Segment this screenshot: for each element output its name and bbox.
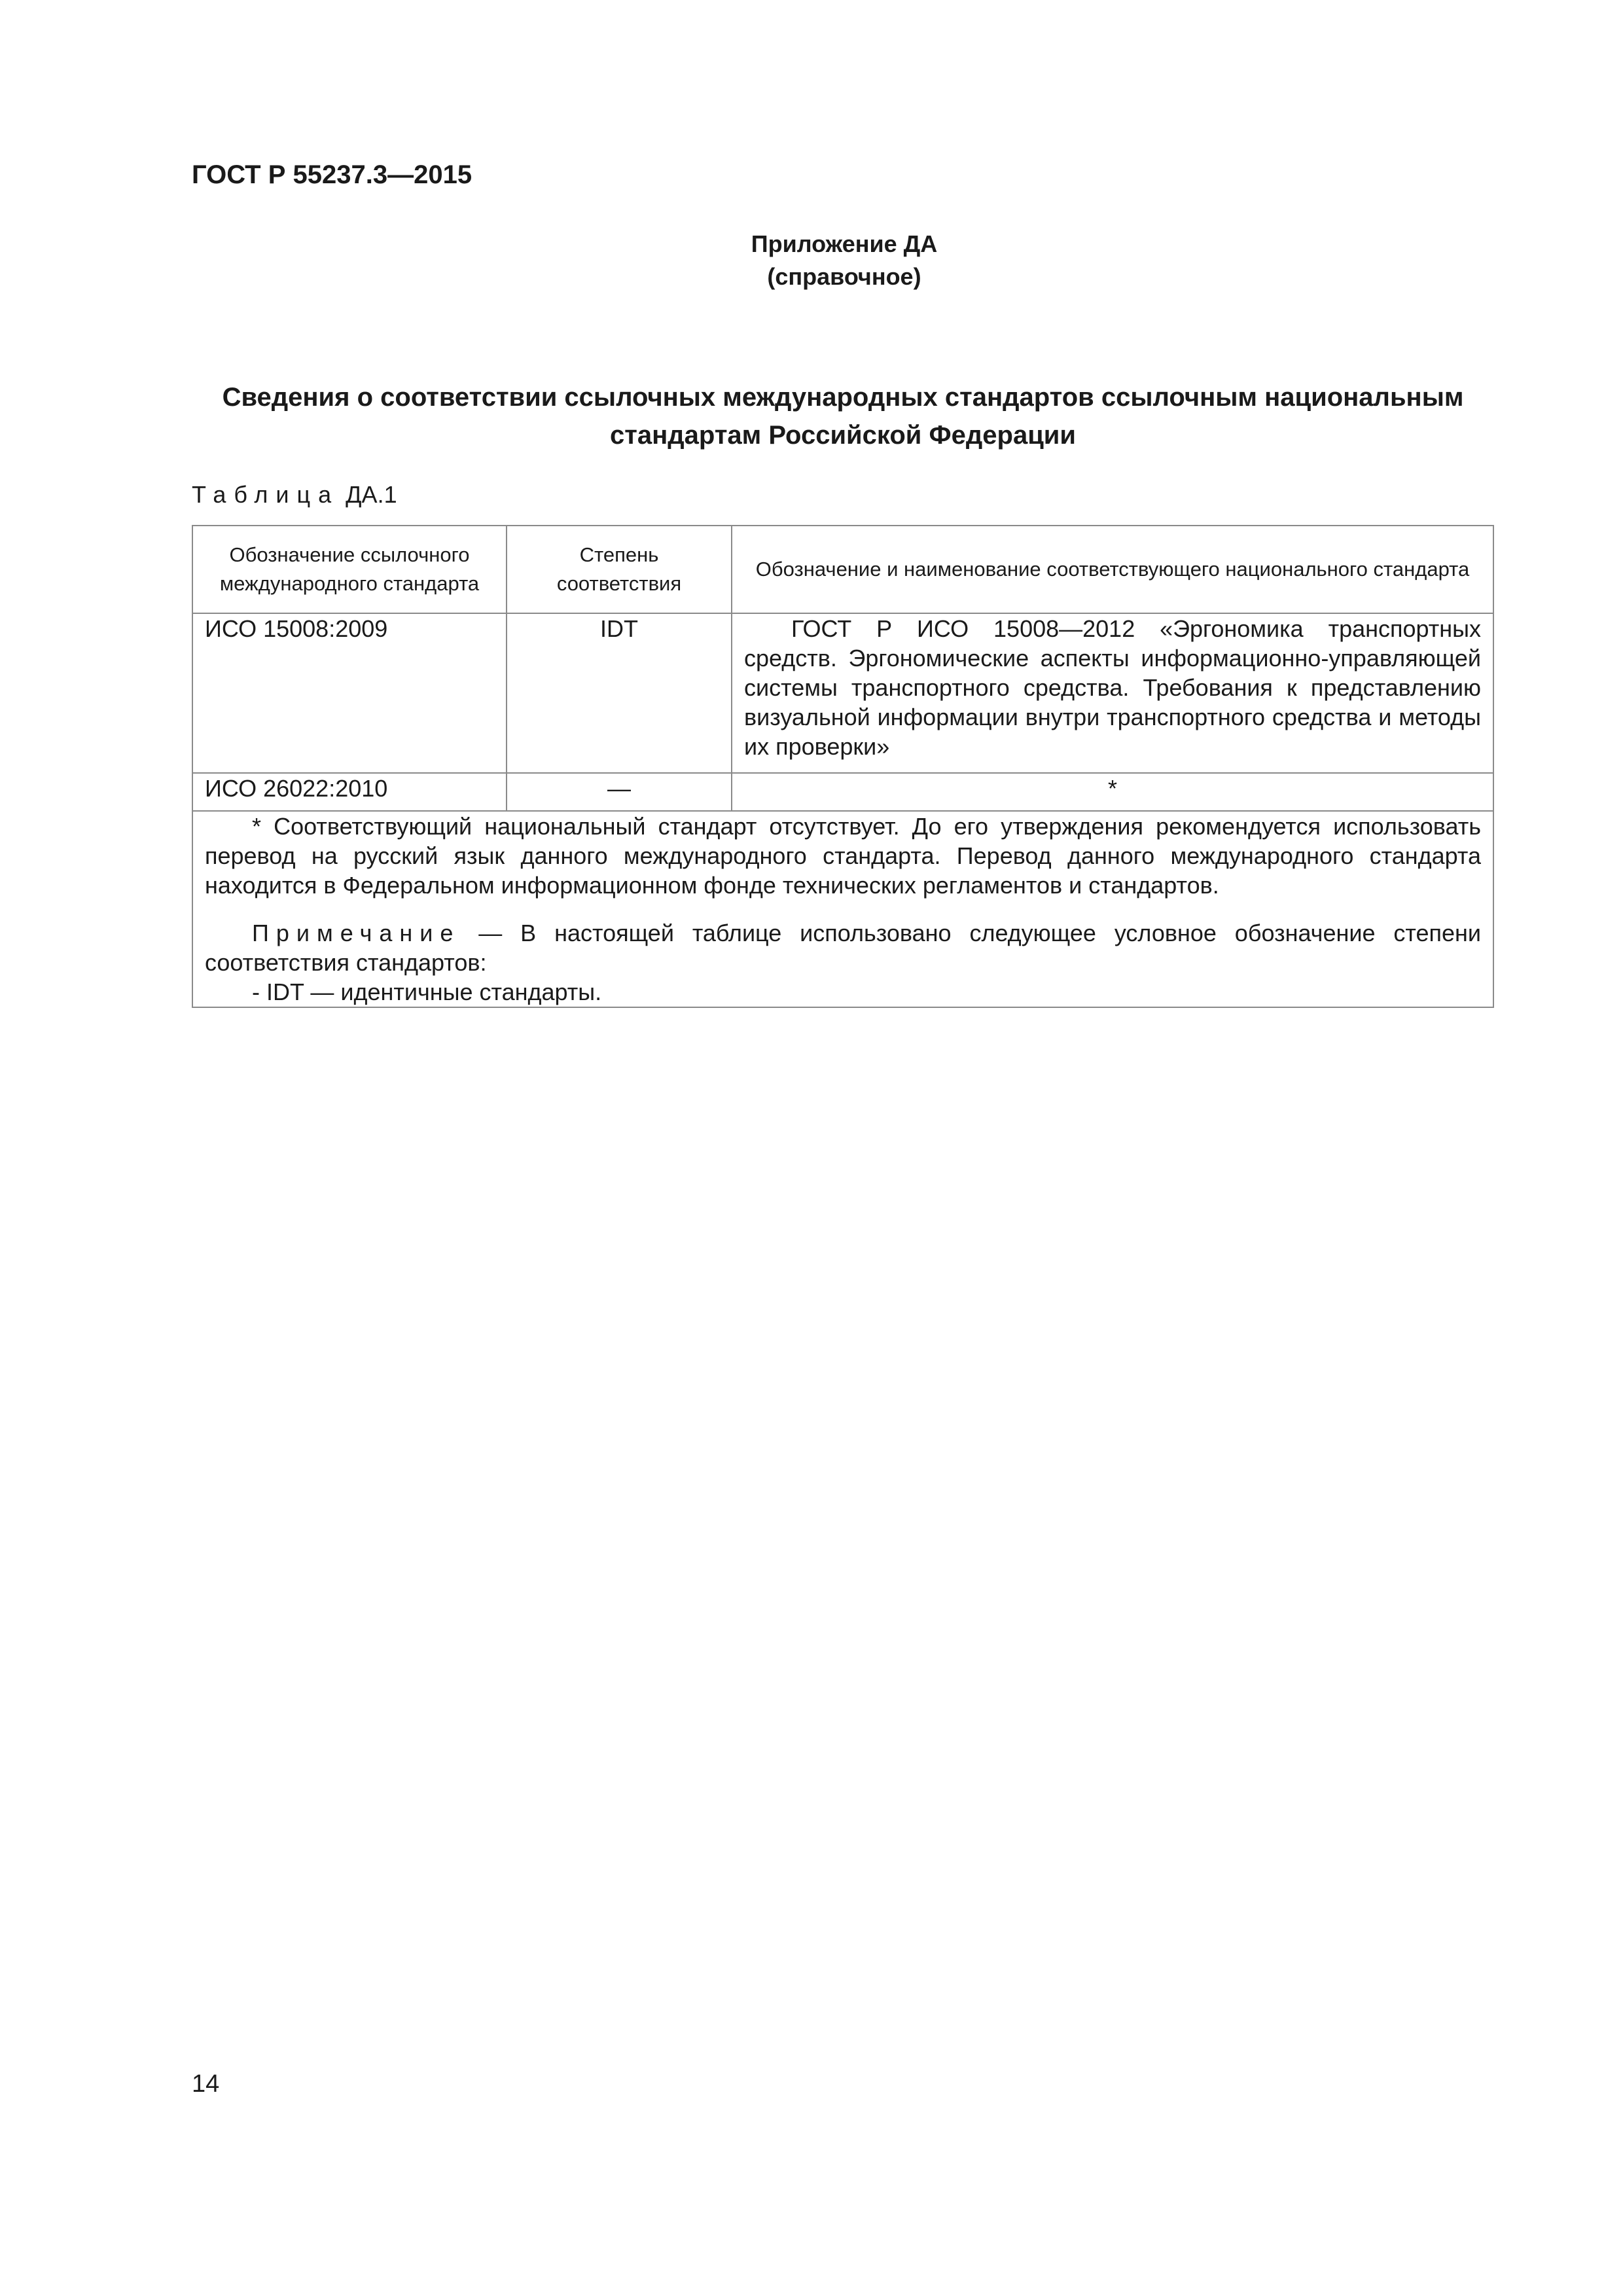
page-number: 14	[192, 2070, 220, 2098]
section-title-line-2: стандартам Российской Федерации	[610, 421, 1076, 450]
note-list-item: - IDT — идентичные стандарты.	[252, 978, 602, 1005]
section-title-line-1: Сведения о соответствии ссылочных международных стандартов ссылочным национальным	[222, 383, 1464, 412]
table-footnote: * Соответствующий национальный стандарт отсутствует. До его утверждения рекомендуется использовать перевод на русский язык данного международного стандарта. Перевод данного международного стандарта находится в Федеральном информационном фонде технических регламентов и стандартов.	[205, 813, 1481, 899]
table-header-row	[192, 526, 1493, 613]
header-degree: Степень соответствия	[507, 526, 732, 613]
table-caption-id: ДА.1	[346, 481, 397, 508]
document-code: ГОСТ Р 55237.3—2015	[192, 160, 473, 189]
cell-national-standard: *	[732, 773, 1493, 811]
section-title	[192, 378, 1494, 454]
header-international-ref: Обозначение ссылочного международного стандарта	[192, 526, 507, 613]
table-footnote-cell	[192, 811, 1493, 1007]
reference-standards-table	[192, 525, 1494, 1008]
cell-international-ref: ИСО 26022:2010	[192, 773, 507, 811]
appendix-heading	[681, 228, 1008, 293]
table-caption	[192, 481, 397, 509]
cell-degree: IDT	[507, 613, 732, 773]
cell-international-ref: ИСО 15008:2009	[192, 613, 507, 773]
appendix-title: Приложение ДА	[751, 230, 938, 257]
note-text: — В настоящей таблице использовано следующее условное обозначение степени соответствия стандартов:	[205, 920, 1481, 976]
table-note	[205, 918, 1481, 977]
table-footnote-row	[192, 811, 1493, 1007]
note-label: Примечание	[252, 920, 461, 946]
table-row	[192, 613, 1493, 773]
table-row	[192, 773, 1493, 811]
appendix-type: (справочное)	[767, 263, 921, 290]
cell-national-standard: ГОСТ Р ИСО 15008—2012 «Эргономика транспортных средств. Эргономические аспекты информационно-управляющей системы транспортного средства. Требования к представлению визуальной информации внутри транспортного средства и методы их проверки»	[732, 613, 1493, 773]
cell-degree: —	[507, 773, 732, 811]
table-caption-word: Таблица	[192, 481, 340, 508]
header-national-standard: Обозначение и наименование соответствующего национального стандарта	[732, 526, 1493, 613]
